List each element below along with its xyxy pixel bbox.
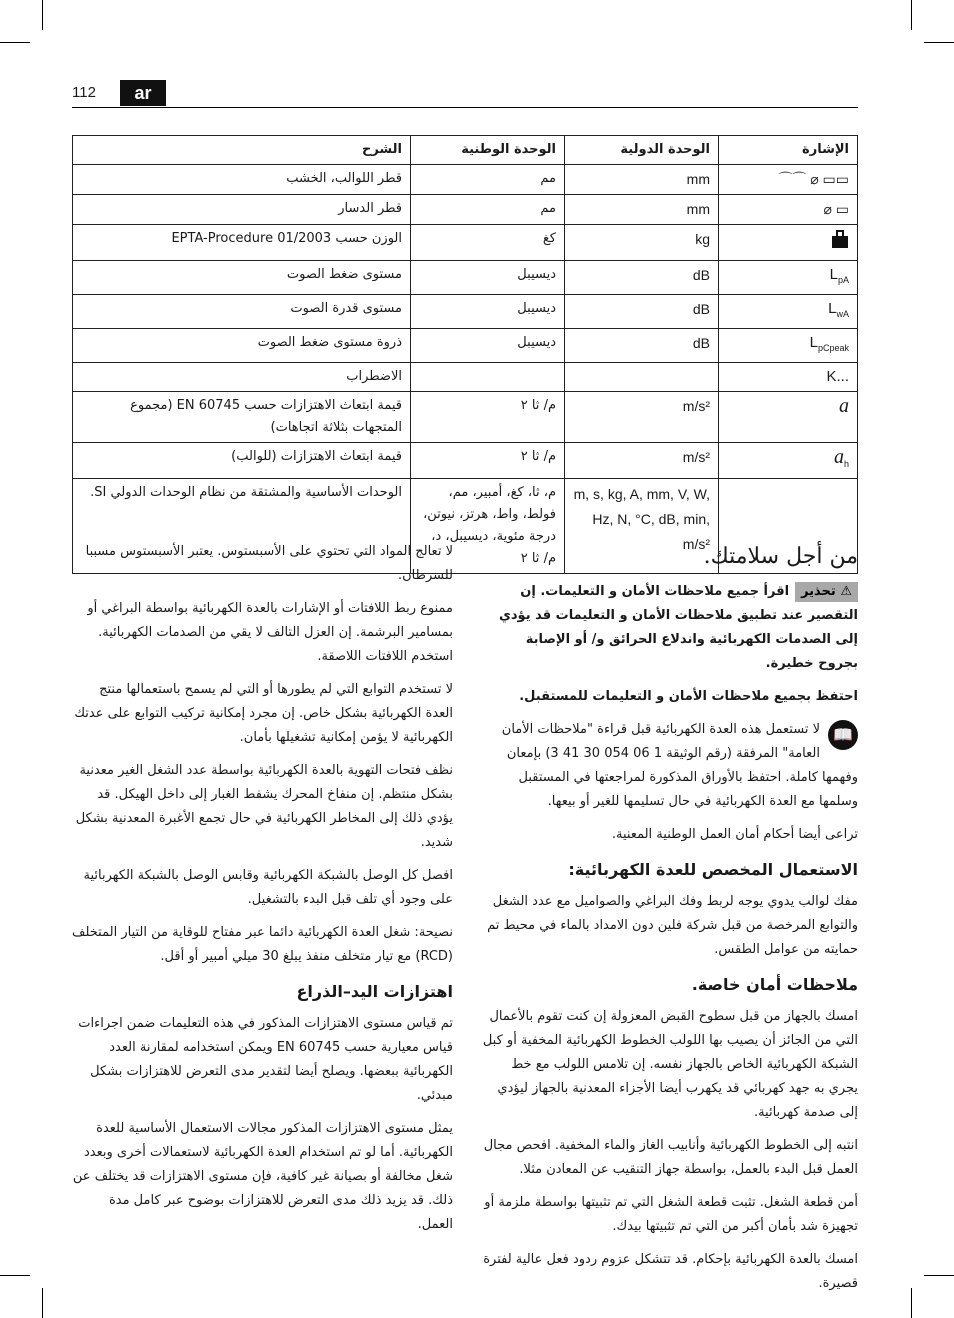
symbols-table [72, 135, 858, 574]
table-cell-intl: m/s² [565, 392, 719, 443]
left-column [72, 540, 453, 1246]
page-number: 112 [72, 84, 96, 101]
table-row [73, 225, 858, 261]
col-header-intl-unit: الوحدة الدولية [565, 136, 719, 165]
crop-mark [911, 0, 912, 30]
safety-paragraph: امسك بالعدة الكهربائية بإحكام. قد تتشكل عزوم ردود فعل عالية لفترة قصيرة. [483, 1252, 858, 1291]
table-cell-intl: dB [565, 295, 719, 329]
safety-paragraph: لا تعالج المواد التي تحتوي على الأسبستوس. يعتبر الأسبستوس مسببا للسرطان. [85, 544, 453, 583]
safety-paragraph: أمن قطعة الشغل. تثبت قطعة الشغل التي تم تثبيتها بواسطة ملزمة أو تجهيزة شد بأمان أكبر من التي تم تثبيتها بيدك. [484, 1195, 858, 1234]
section-title-safety: من أجل سلامتك. [703, 544, 858, 569]
table-cell-local: م/ ثا ٢ [411, 392, 565, 443]
drill-diameter-steel-wood-icon: ⌒⌒ ⌀ ▭▭ [778, 171, 849, 187]
right-column [482, 540, 858, 1305]
table-header-row [73, 136, 858, 165]
col-header-explanation: الشرح [73, 136, 411, 165]
table-cell-explanation: قطر اللوالب، الخشب [73, 165, 411, 195]
table-row [73, 392, 858, 443]
table-cell-sign: $L_{wA}$ [719, 295, 858, 329]
table-cell-local: كغ [411, 225, 565, 261]
read-manual-icon: 📖 [828, 720, 858, 750]
crop-mark [911, 1288, 912, 1318]
warning-badge: ⚠ تحذير [795, 582, 858, 602]
vibration-paragraph: يمثل مستوى الاهتزازات المذكور مجالات الاستعمال الأساسية للعدة الكهربائية. أما لو تم استخدام العدة الكهربائية لاستعمالات أخرى وبعدد شغل مخالفة أو بصيانة غير كافية، فإن مستوى الاهتزازات قد يختلف عن ذلك. قد يزيد ذلك مدى التعرض للاهتزازات بوضوح عبر كامل مدة العمل. [72, 1121, 453, 1232]
table-cell-sign [719, 165, 858, 195]
safety-paragraph: انتبه إلى الخطوط الكهربائية وأنابيب الغاز والماء المخفية. افحص مجال العمل قبل البدء بالعمل، بواسطة جهاز التنقيب عن المعادن مثلا. [483, 1138, 858, 1177]
table-row [73, 329, 858, 363]
col-header-local-unit: الوحدة الوطنية [411, 136, 565, 165]
crop-mark [0, 1275, 30, 1276]
section-heading-special-safety: ملاحظات أمان خاصة. [691, 975, 858, 994]
intended-use-paragraph: مفك لوالب يدوي يوجه لربط وفك البراغي والصواميل مع عدد الشغل والتوابع المرخصة من قبل شركة فلين دون الامداد بالماء في محيط تم حمايته من عوامل الطقس. [487, 894, 858, 957]
table-cell-local [411, 363, 565, 392]
table-cell-local: ديسيبل [411, 329, 565, 363]
language-badge: ar [120, 80, 166, 106]
table-cell-sign: K... [719, 363, 858, 392]
crop-mark [0, 42, 30, 43]
table-row [73, 261, 858, 295]
warning-triangle-icon: ⚠ [840, 584, 852, 599]
col-header-sign: الإشارة [719, 136, 858, 165]
table-row [73, 295, 858, 329]
table-cell-explanation: مستوى قدرة الصوت [73, 295, 411, 329]
weight-icon [831, 229, 849, 249]
table-cell-explanation: الوزن حسب EPTA-Procedure 01/2003 [73, 225, 411, 261]
safety-paragraph: نظف فتحات التهوية بالعدة الكهربائية بواسطة عدد الشغل الغير معدنية بشكل منتظم. إن منفاخ المحرك يشفط الغبار إلى داخل الهيكل. قد يؤدي ذلك إلى المخاطر الكهربائية في حال تجمع الأغبرة المعدنية بشكل شديد. [75, 763, 453, 850]
crop-mark [924, 1275, 954, 1276]
table-cell-sign [719, 225, 858, 261]
table-cell-explanation: الوحدات الأساسية والمشتقة من نظام الوحدات الدولي SI. [73, 479, 411, 574]
safety-paragraph: افصل كل الوصل بالشبكة الكهربائية وقابس الوصل بالشبكة الكهربائية على وجود أي تلف قبل البدء بالتشغيل. [83, 868, 453, 907]
table-cell-local: م/ ثا ٢ [411, 443, 565, 479]
header-divider [72, 107, 858, 108]
section-heading-vibration: اهتزازات اليد–الذراع [296, 982, 453, 1001]
table-cell-intl: dB [565, 261, 719, 295]
table-cell-explanation: قيمة ابتعاث الاهتزازات (للوالب) [73, 443, 411, 479]
crop-mark [924, 42, 954, 43]
table-row [73, 165, 858, 195]
table-cell-local: مم [411, 165, 565, 195]
table-cell-intl [565, 363, 719, 392]
table-cell-sign: a [719, 392, 858, 443]
table-row [73, 195, 858, 225]
table-cell-sign: $a_h$ [719, 443, 858, 479]
table-cell-explanation: الاضطراب [73, 363, 411, 392]
table-row [73, 363, 858, 392]
cutter-diameter-icon: ⌀ ▭ [823, 201, 849, 217]
table-row [73, 443, 858, 479]
table-cell-intl: mm [565, 165, 719, 195]
crop-mark [42, 0, 43, 30]
table-cell-explanation: ذروة مستوى ضغط الصوت [73, 329, 411, 363]
table-cell-local: م، ثا، كغ، أمبير، مم، فولط، واط، هرتز، نيوتن، درجة مئوية، ديسيبل، د، م/ ثا ٢ [411, 479, 565, 574]
table-cell-explanation: قيمة ابتعاث الاهتزازات حسب EN 60745 (مجموع المتجهات بثلاثة اتجاهات) [73, 392, 411, 443]
table-cell-sign: $L_{pCpeak}$ [719, 329, 858, 363]
national-regulations-paragraph: تراعى أيضا أحكام أمان العمل الوطنية المعنية. [611, 827, 858, 842]
section-heading-intended-use: الاستعمال المخصص للعدة الكهربائية: [568, 860, 858, 879]
safety-paragraph: ممنوع ربط اللافتات أو الإشارات بالعدة الكهربائية بواسطة البراغي أو بمسامير البرشمة. إن العزل التالف لا يقي من الصدمات الكهربائية. استخدم اللافتات اللاصقة. [87, 601, 453, 664]
table-cell-intl: kg [565, 225, 719, 261]
table-cell-sign: $L_{pA}$ [719, 261, 858, 295]
read-manual-paragraph: 📖 لا تستعمل هذه العدة الكهربائية قبل قراءة "ملاحظات الأمان العامة" المرفقة (رقم الوثيقة 1 06 054 30 41 3) بإمعان وفهمها كاملة. احتفظ بالأوراق المذكورة لمراجعتها في المستقبل وسلمها مع العدة الكهربائية في حال تسليمها للغير أو بيعها. [501, 722, 858, 809]
safety-paragraph: لا تستخدم التوابع التي لم يطورها أو التي لم يسمح باستعمالها منتج العدة الكهربائية بشكل خاص. إن مجرد إمكانية تركيب التوابع على عدتك الكهربائية لا يؤمن إمكانية تشغيلها بأمان. [74, 682, 453, 745]
table-cell-local: مم [411, 195, 565, 225]
table-cell-local: ديسيبل [411, 261, 565, 295]
vibration-paragraph: تم قياس مستوى الاهتزازات المذكور في هذه التعليمات ضمن اجراءات قياس معيارية حسب EN 60745 ويمكن استخدامه لمقارنة العدد الكهربائية ببعضها. ويصلح أيضا لتقدير مدى التعرض للاهتزازات بشكل مبدئي. [78, 1016, 453, 1103]
table-cell-intl: m, s, kg, A, mm, V, W, Hz, N, °C, dB, min, m/s² [565, 479, 719, 574]
table-cell-sign [719, 195, 858, 225]
table-cell-intl: dB [565, 329, 719, 363]
table-cell-intl: m/s² [565, 443, 719, 479]
crop-mark [42, 1288, 43, 1318]
safety-paragraph: نصيحة: شغل العدة الكهربائية دائما عبر مفتاح للوقاية من التيار المتخلف (RCD) مع تيار متخلف منفذ يبلغ 30 ميلي أمبير أو أقل. [72, 925, 453, 964]
safety-paragraph: امسك بالجهاز من قبل سطوح القبض المعزولة إن كنت تقوم بالأعمال التي من الجائز أن يصيب بها اللولب الخطوط الكهربائية المخفية أو كبل الشبكة الكهربائية الخاص بالجهاز نفسه. إن تلامس اللولب مع خط يجري به جهد كهربائي قد يكهرب أيضا الأجزاء المعدنية بالجهاز ليؤدي إلى صدمة كهربائية. [482, 1009, 858, 1120]
table-cell-explanation: مستوى ضغط الصوت [73, 261, 411, 295]
table-cell-local: ديسيبل [411, 295, 565, 329]
table-cell-intl: mm [565, 195, 719, 225]
table-cell-explanation: قطر الدسار [73, 195, 411, 225]
warning-paragraph: ⚠ تحذيراقرأ جميع ملاحظات الأمان و التعليمات. إن التقصير عند تطبيق ملاحظات الأمان و التعليمات قد يؤدي إلى الصدمات الكهربائية واندلاع الحرائق و/ أو الإصابة بجروح خطيرة. [498, 584, 858, 671]
keep-instructions-paragraph: احتفظ بجميع ملاحظات الأمان و التعليمات للمستقبل. [519, 689, 858, 704]
